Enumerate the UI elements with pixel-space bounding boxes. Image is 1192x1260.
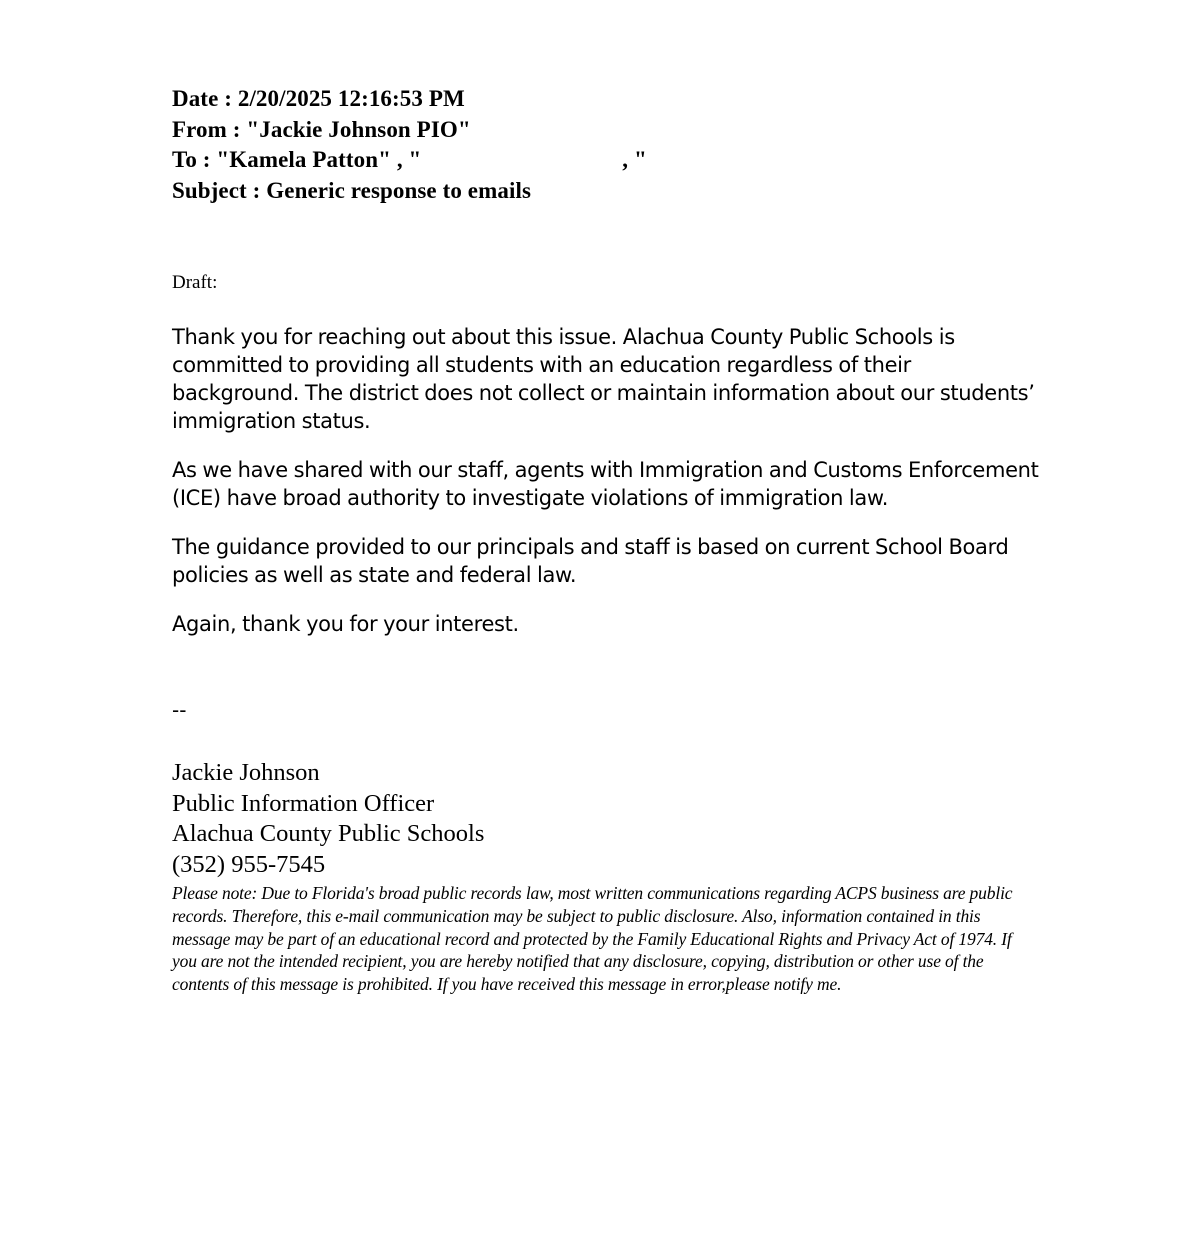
body-paragraph: Thank you for reaching out about this issue. Alachua County Public Schools is committed to providing all students with an education regardless of their background. The district does not collect or maintain information about our students’ immigration status. xyxy=(172,325,1035,433)
date-line xyxy=(172,84,1042,115)
from-line xyxy=(172,115,1042,146)
body-paragraph: The guidance provided to our principals and staff is based on current School Board policies as well as state and federal law. xyxy=(172,535,1009,587)
date-value: 2/20/2025 12:16:53 PM xyxy=(237,86,465,111)
body-paragraph: As we have shared with our staff, agents with Immigration and Customs Enforcement (ICE) have broad authority to investigate violations of immigration law. xyxy=(172,458,1039,510)
email-header xyxy=(172,84,1042,206)
subject-line xyxy=(172,176,1042,207)
from-label: From : xyxy=(172,116,247,142)
signature-title: Public Information Officer xyxy=(172,789,435,817)
legal-disclaimer: Please note: Due to Florida's broad public records law, most written communications regarding ACPS business are public records. Therefore, this e-mail communication may be subject to public disclosure. Also, information contained in this message may be part of an educational record and protected by the Family Educational Rights and Privacy Act of 1974. If you are not the intended recipient, you are hereby notified that any disclosure, copying, distribution or other use of the contents of this message is prohibited. If you have received this message in error,please notify me. xyxy=(172,883,1013,995)
email-document xyxy=(172,84,1042,996)
body-paragraph: Again, thank you for your interest. xyxy=(172,612,519,636)
date-label: Date : xyxy=(172,86,238,111)
signature-phone: (352) 955-7545 xyxy=(172,850,326,878)
to-label: To : xyxy=(172,147,217,172)
to-value-end: , " xyxy=(616,147,647,172)
subject-label: Subject : xyxy=(172,177,267,203)
subject-value: Generic response to emails xyxy=(266,177,531,203)
signature-organization: Alachua County Public Schools xyxy=(172,820,485,847)
draft-label: Draft: xyxy=(172,272,218,293)
signature-block xyxy=(172,758,1042,880)
signature-name: Jackie Johnson xyxy=(172,759,320,786)
to-value-start: "Kamela Patton" , " xyxy=(216,147,422,172)
to-line xyxy=(172,145,1042,176)
from-value: "Jackie Johnson PIO" xyxy=(246,116,471,142)
signature-separator: -- xyxy=(172,698,187,722)
